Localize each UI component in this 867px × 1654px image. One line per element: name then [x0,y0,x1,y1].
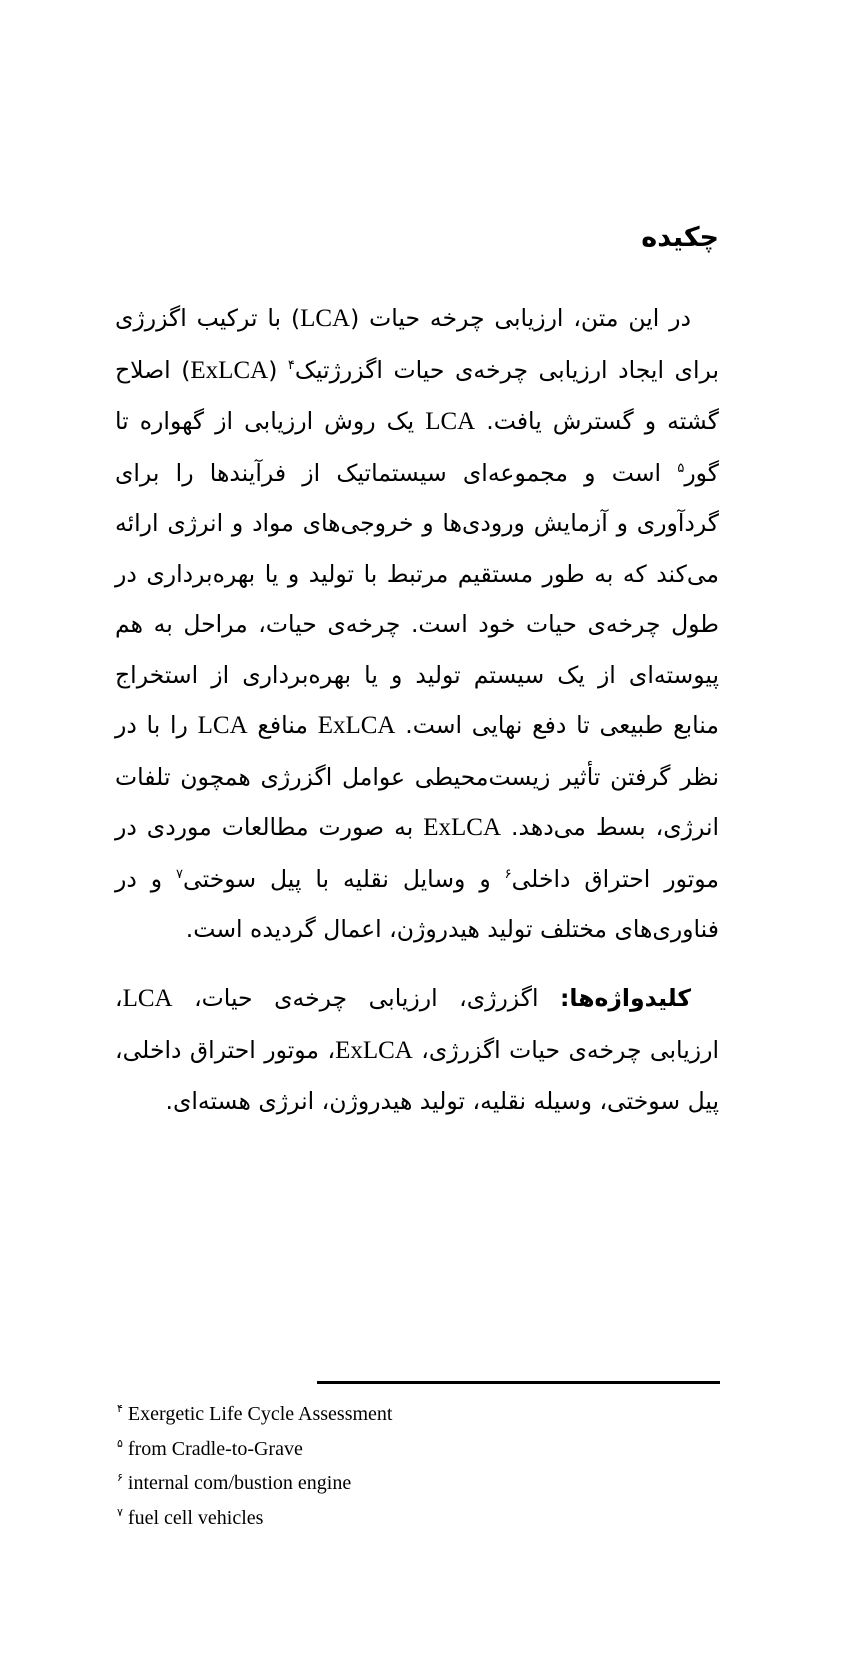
abstract-text: ) اصلاح گشته و گسترش یافت. [115,355,719,435]
keywords-text: اگزرژی، ارزیابی چرخه‌ی حیات، [172,984,560,1012]
keywords-text: ، موتور احتراق داخلی، پیل سوختی، وسیله نقلیه، تولید هیدروژن، انرژی هسته‌ای. [115,1035,719,1115]
footnote-number: ۷ [117,1505,123,1519]
abstract-text: و وسایل نقلیه با پیل سوختی [183,864,505,893]
abstract-text: در این متن، ارزیابی چرخه حیات ( [350,304,691,332]
abbr-exlca: ExLCA [190,356,269,384]
footnotes [117,1397,717,1535]
footnote-number: ۵ [117,1436,123,1450]
abstract-text: را با در نظر گرفتن تأثیر زیست‌محیطی عوامل اگزرژی همچون تلفات انرژی، بسط می‌دهد. [115,711,720,841]
footnote-ref-5[interactable]: ۵ [677,460,685,476]
abbr-lca: LCA [122,985,173,1012]
abstract-text: ( [268,355,288,384]
footnote-text: Exergetic Life Cycle Assessment [127,1403,393,1425]
footnote-4 [117,1397,717,1432]
abstract-heading: چکیده [641,222,719,253]
abstract-text: منافع [247,711,318,739]
footnote-separator [317,1381,720,1384]
abstract-text: به صورت مطالعات موردی در موتور احتراق داخلی [115,813,719,893]
footnote-number: ۴ [117,1402,123,1416]
abbr-exlca: ExLCA [423,814,502,841]
keywords-text: ، ارزیابی چرخه‌ی حیات اگزرژی، [115,984,719,1064]
keywords-paragraph [115,973,719,1127]
footnote-ref-6[interactable]: ۶ [504,866,512,882]
abbr-lca: LCA [197,712,248,739]
footnote-number: ۶ [117,1471,123,1485]
abstract-text: و در فناوری‌های مختلف تولید هیدروژن، اعمال گردیده است. [115,864,719,943]
abstract-text: است و مجموعه‌ای سیستماتیک از فرآیندها را برای گردآوری و آزمایش ورودی‌ها و خروجی‌های مواد و انرژی ارائه می‌کند که به طور مستقیم مرتبط با تولید و یا بهره‌برداری در طول چرخه‌ی حیات خود است. چرخه‌ی حیات، مراحل به هم پیوسته‌ای از یک سیستم تولید و یا بهره‌برداری از استخراج منابع طبیعی تا دفع نهایی است. [115,458,719,739]
footnote-text: internal com/bustion engine [127,1472,352,1494]
footnote-text: from Cradle-to-Grave [127,1437,303,1460]
abbr-exlca: ExLCA [335,1036,413,1064]
abbr-exlca: ExLCA [317,712,396,739]
footnote-ref-7[interactable]: ۷ [176,866,184,882]
abstract-text: یک روش ارزیابی از گهواره تا گور [115,407,719,487]
abbr-lca: LCA [300,305,351,332]
footnote-ref-4[interactable]: ۴ [287,357,295,373]
abstract-text: ) با ترکیب اگزرژی برای ایجاد ارزیابی چرخه‌ی حیات اگزرژتیک [115,304,719,384]
footnote-text: fuel cell vehicles [127,1506,264,1529]
abstract-paragraph [115,293,719,955]
keywords-label: کلیدواژه‌ها: [559,984,691,1012]
footnote-6 [117,1466,717,1501]
abbr-lca: LCA [425,408,476,435]
footnote-7 [117,1501,717,1536]
footnote-5 [117,1432,717,1467]
